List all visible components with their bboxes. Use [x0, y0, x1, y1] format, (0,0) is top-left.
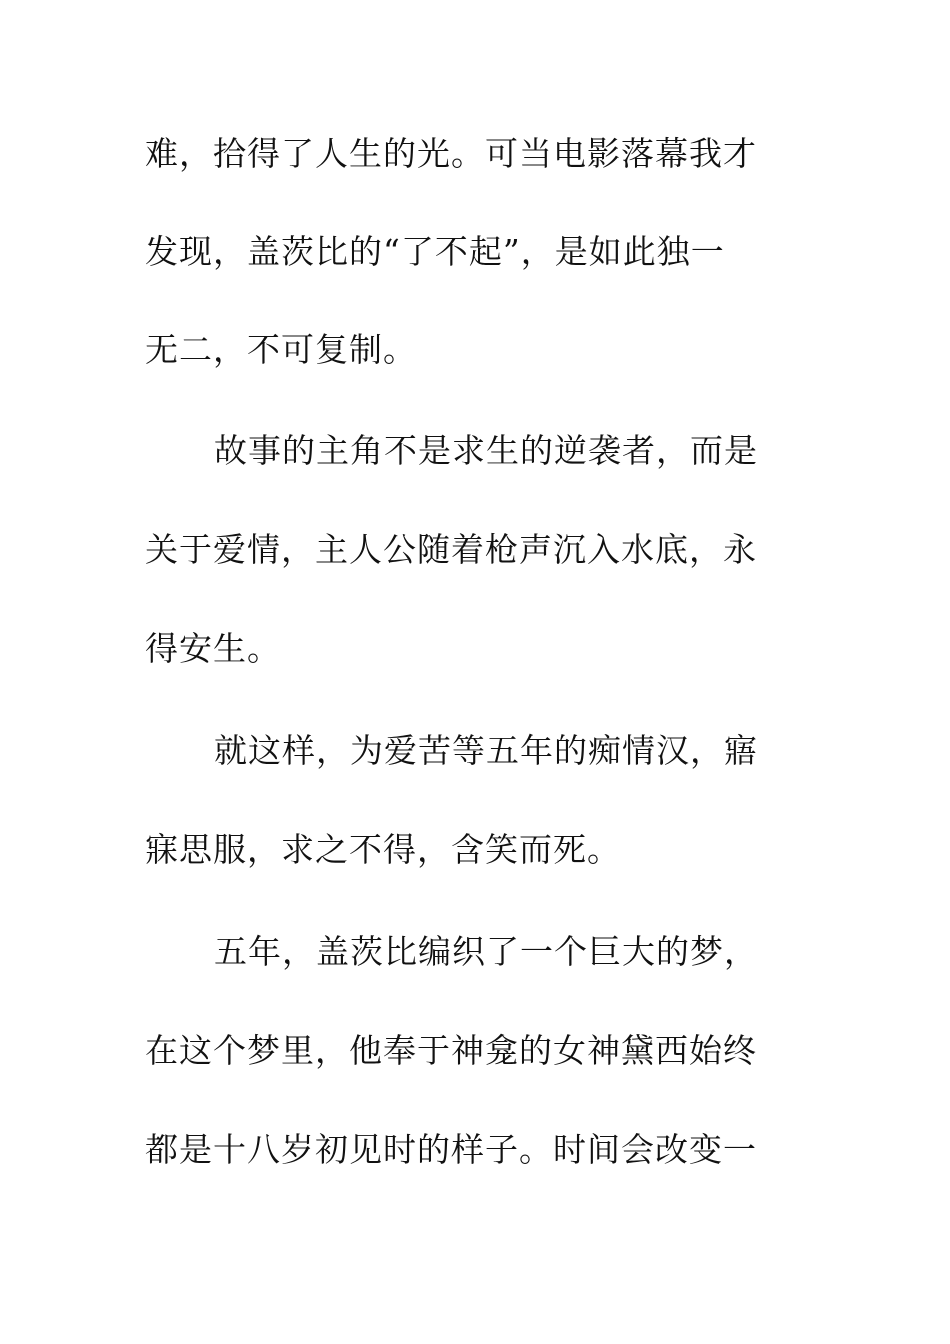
text-line: 在这个梦里，他奉于神龛的女神黛西始终 — [145, 1031, 757, 1070]
paragraph-first-line: 就这样，为爱苦等五年的痴情汉，寤 — [214, 731, 758, 770]
paragraph-first-line: 故事的主角不是求生的逆袭者，而是 — [214, 431, 758, 470]
text-line: 发现，盖茨比的“了不起”，是如此独一 — [145, 232, 725, 271]
text-line: 无二，不可复制。 — [145, 330, 417, 369]
text-line: 都是十八岁初见时的样子。时间会改变一 — [145, 1130, 757, 1169]
text-line: 寐思服，求之不得，含笑而死。 — [145, 830, 621, 869]
text-line: 关于爱情，主人公随着枪声沉入水底，永 — [145, 530, 757, 569]
paragraph-first-line: 五年，盖茨比编织了一个巨大的梦， — [214, 932, 758, 971]
text-line: 难，拾得了人生的光。可当电影落幕我才 — [145, 134, 757, 173]
text-line: 得安生。 — [145, 629, 281, 668]
